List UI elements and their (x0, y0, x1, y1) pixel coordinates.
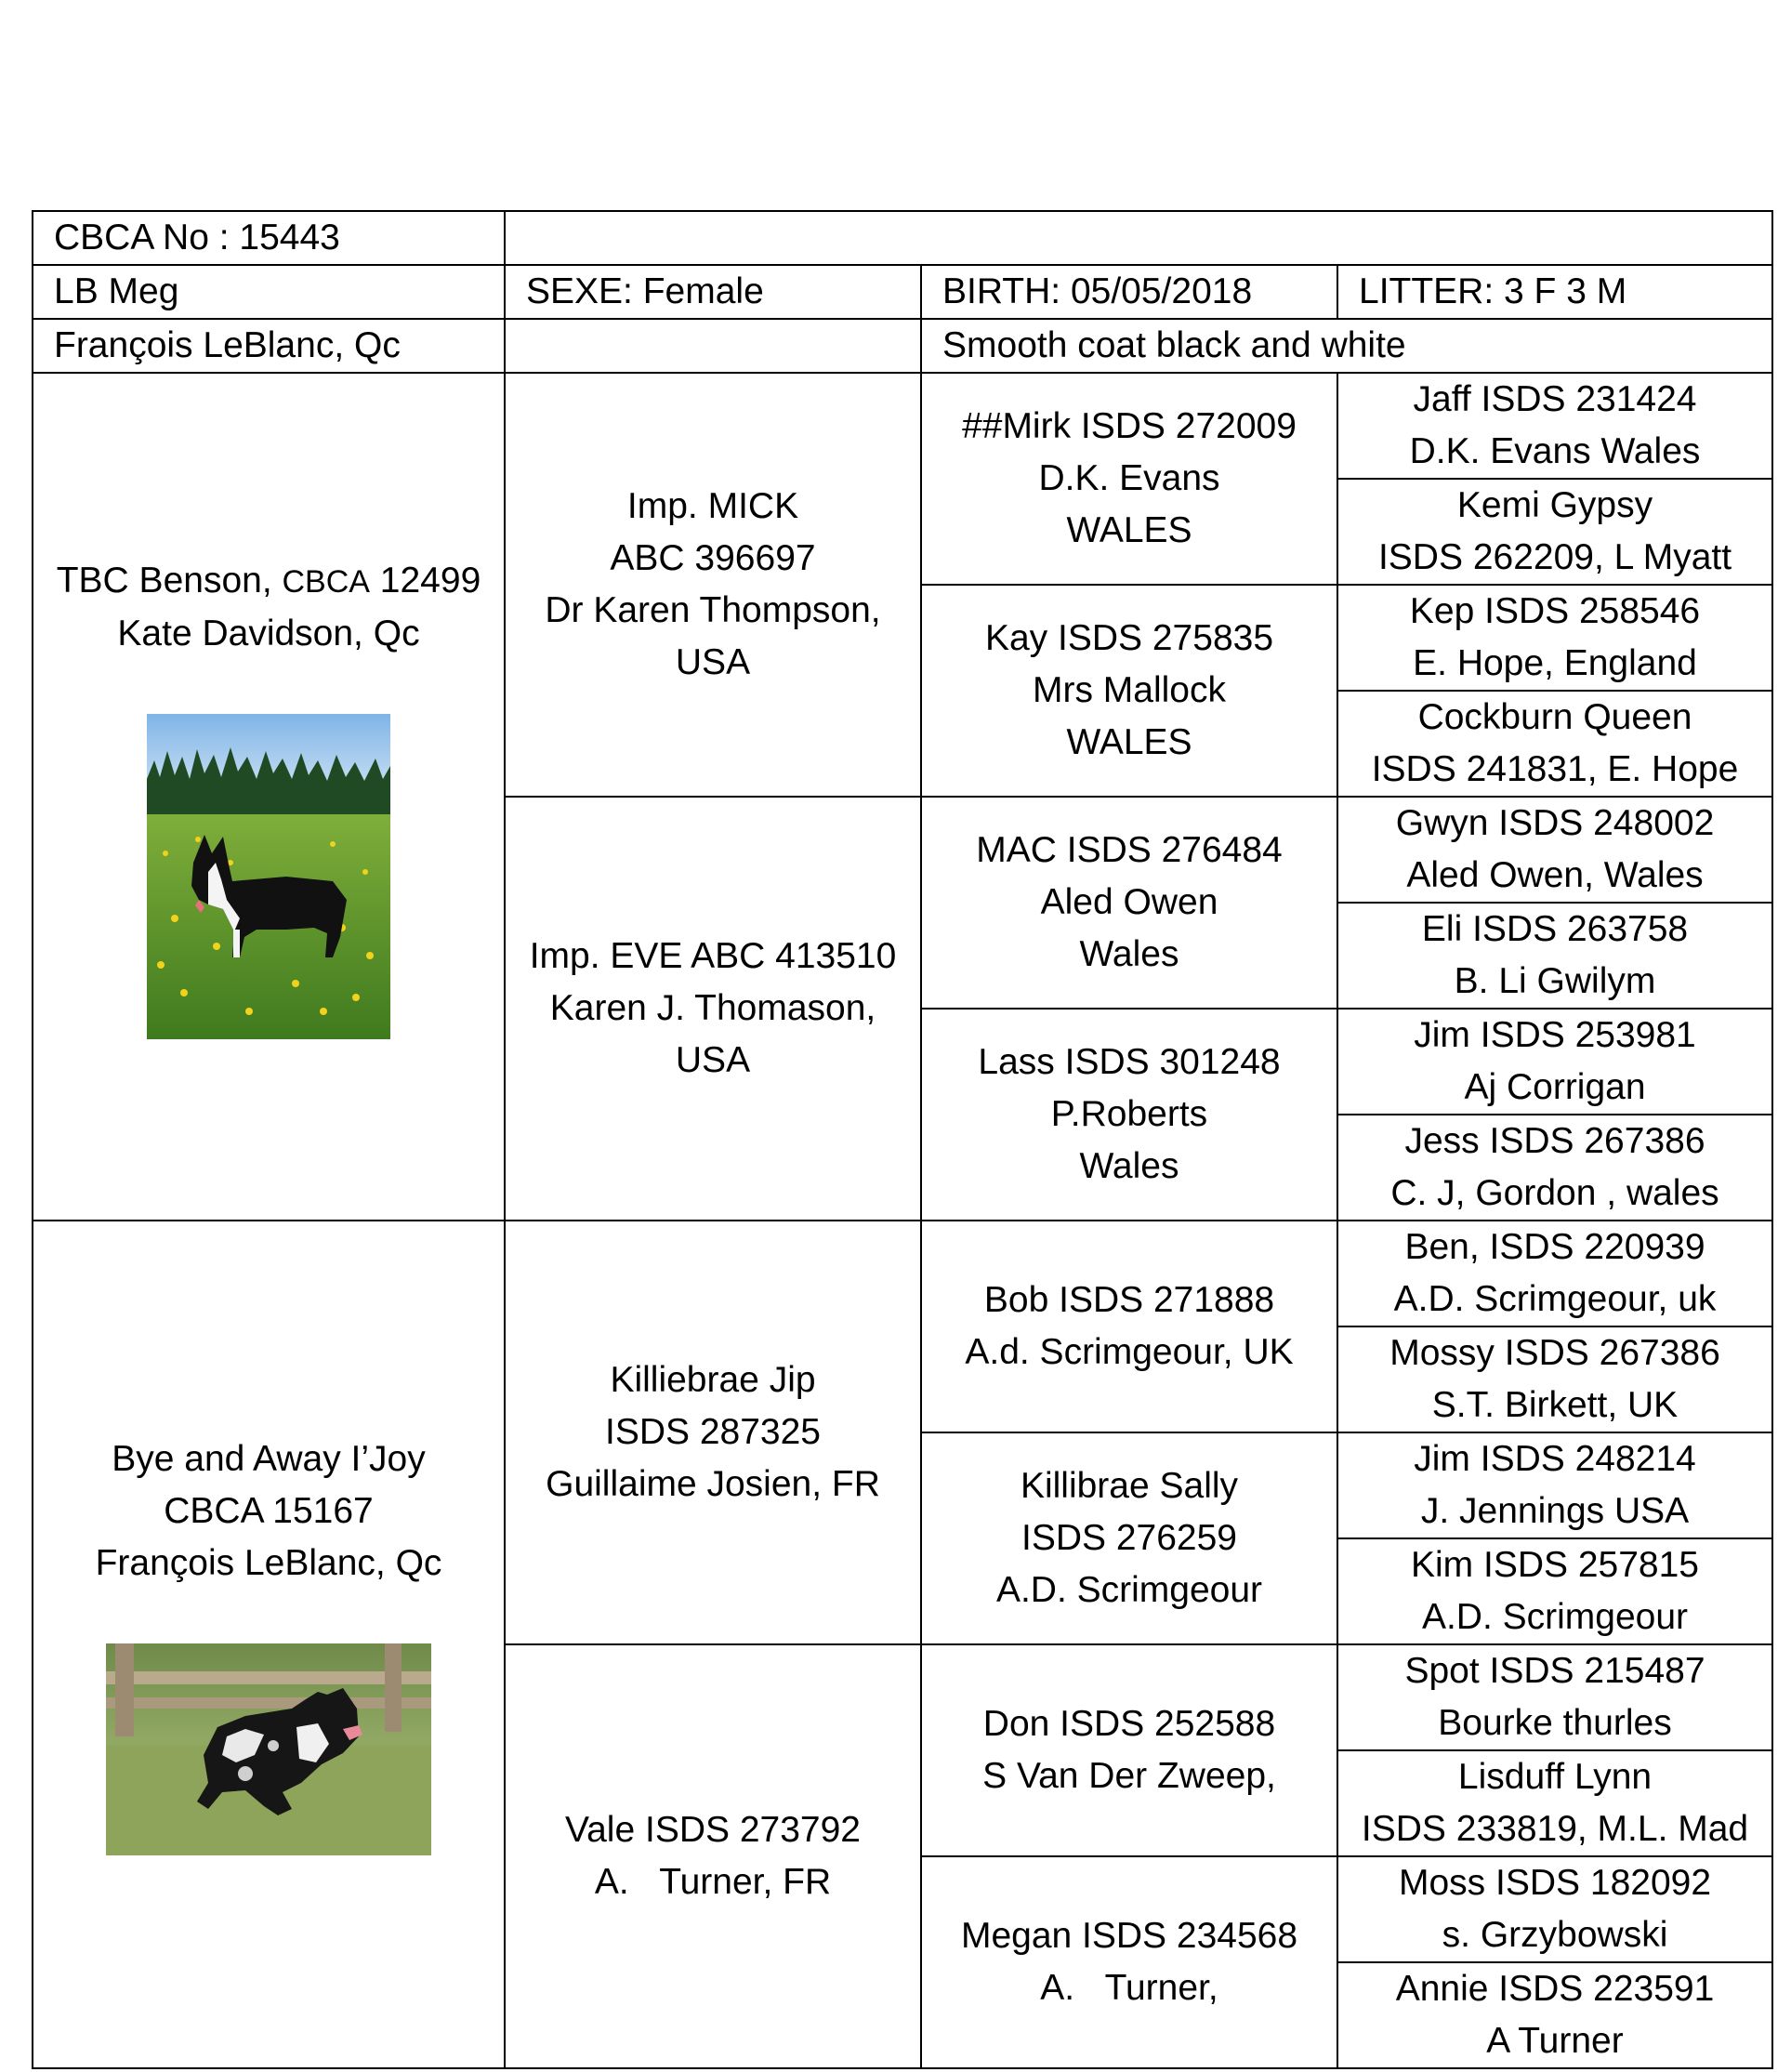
dam-registry: CBCA 15167 (164, 1491, 374, 1531)
gg-grandparent-4 (1337, 691, 1772, 797)
sire-registry: CBCA (282, 563, 370, 600)
dog-standing-in-field-photo (147, 714, 390, 1039)
ggp5-line: Bob ISDS 271888 (983, 1280, 1275, 1320)
great-grandparent-5 (921, 1221, 1337, 1432)
gggp-line: A Turner (1486, 2021, 1624, 2061)
gggp-line: Lisduff Lynn (1457, 1757, 1653, 1797)
great-grandparent-8 (921, 1856, 1337, 2068)
gggp-line: ISDS 241831, E. Hope (1371, 749, 1739, 789)
sire-owner: Kate Davidson, Qc (117, 613, 420, 653)
ggp6-line: Killibrae Sally (1020, 1466, 1239, 1506)
gg-grandparent-1 (1337, 373, 1772, 479)
gg-grandparent-8 (1337, 1115, 1772, 1221)
dam-cell (33, 1221, 505, 2068)
great-grandparent-7 (921, 1644, 1337, 1856)
gp2-line: USA (675, 1040, 751, 1080)
gp2-line: Karen J. Thomason, (549, 988, 876, 1028)
gg-grandparent-6 (1337, 903, 1772, 1009)
gggp-line: J. Jennings USA (1420, 1491, 1690, 1531)
gggp-line: Jess ISDS 267386 (1404, 1121, 1705, 1161)
gggp-line: Moss ISDS 182092 (1399, 1863, 1712, 1903)
gp2-line: Imp. EVE ABC 413510 (529, 936, 897, 976)
cbca-number: CBCA No : 15443 (33, 211, 505, 265)
gp1-line: Dr Karen Thompson, (545, 590, 881, 630)
gggp-line: Jim ISDS 248214 (1414, 1439, 1696, 1479)
gg-grandparent-12 (1337, 1538, 1772, 1644)
great-grandparent-2 (921, 585, 1337, 797)
gggp-line: Eli ISDS 263758 (1421, 909, 1689, 949)
ggp1-line: WALES (1066, 510, 1192, 550)
ggp5-line: A.d. Scrimgeour, UK (965, 1332, 1294, 1372)
dam-name: Bye and Away I’Joy (112, 1439, 426, 1479)
gggp-line: A.D. Scrimgeour (1421, 1597, 1689, 1637)
ggp4-line: Lass ISDS 301248 (978, 1042, 1281, 1082)
gg-grandparent-15 (1337, 1856, 1772, 1962)
ggp6-line: ISDS 276259 (1021, 1518, 1237, 1558)
gggp-line: ISDS 233819, M.L. Mad (1361, 1809, 1749, 1849)
ggp3-line: Wales (1079, 934, 1179, 974)
gggp-line: A.D. Scrimgeour, uk (1393, 1279, 1717, 1319)
owner: François LeBlanc, Qc (33, 319, 505, 373)
gggp-line: s. Grzybowski (1442, 1915, 1668, 1955)
dam-owner: François LeBlanc, Qc (95, 1543, 442, 1583)
gggp-line: Annie ISDS 223591 (1395, 1969, 1715, 2009)
gggp-line: Ben, ISDS 220939 (1404, 1227, 1705, 1267)
grandparent-4 (505, 1644, 921, 2068)
sire-name: TBC Benson, (56, 560, 283, 600)
gggp-line: Kemi Gypsy (1456, 485, 1653, 525)
gg-grandparent-11 (1337, 1432, 1772, 1538)
great-grandparent-3 (921, 797, 1337, 1009)
gggp-line: E. Hope, England (1413, 643, 1697, 683)
ggp8-line: A. Turner, (1040, 1968, 1218, 2008)
gggp-line: D.K. Evans Wales (1409, 431, 1701, 471)
gggp-line: Jim ISDS 253981 (1414, 1015, 1696, 1055)
gg-grandparent-5 (1337, 797, 1772, 903)
gp1-line: USA (675, 642, 751, 682)
ggp2-line: WALES (1066, 722, 1192, 762)
gggp-line: Mossy ISDS 267386 (1389, 1333, 1720, 1373)
great-grandparent-6 (921, 1432, 1337, 1644)
gg-grandparent-14 (1337, 1750, 1772, 1856)
ggp4-line: Wales (1079, 1146, 1179, 1186)
gggp-line: C. J, Gordon , wales (1390, 1173, 1719, 1213)
coat: Smooth coat black and white (921, 319, 1772, 373)
dog-running-photo (106, 1643, 431, 1855)
grandparent-3 (505, 1221, 921, 1644)
gg-grandparent-7 (1337, 1009, 1772, 1115)
gggp-line: Cockburn Queen (1417, 697, 1692, 737)
ggp3-line: Aled Owen (1040, 882, 1218, 922)
ggp6-line: A.D. Scrimgeour (995, 1570, 1263, 1610)
gggp-line: Jaff ISDS 231424 (1413, 379, 1697, 419)
gggp-line: Spot ISDS 215487 (1404, 1651, 1705, 1691)
ggp2-line: Mrs Mallock (1032, 670, 1226, 710)
gggp-line: ISDS 262209, L Myatt (1377, 537, 1732, 577)
gggp-line: Aled Owen, Wales (1406, 855, 1704, 895)
gp3-line: Killiebrae Jip (610, 1360, 816, 1400)
ggp2-line: Kay ISDS 275835 (984, 618, 1274, 658)
empty-cell (505, 319, 921, 373)
gg-grandparent-13 (1337, 1644, 1772, 1750)
gp4-line: Vale ISDS 273792 (565, 1810, 861, 1850)
gp1-line: Imp. MICK (626, 486, 799, 526)
gg-grandparent-2 (1337, 479, 1772, 585)
pedigree-table (32, 210, 1773, 2069)
sex: SEXE: Female (505, 265, 921, 319)
gggp-line: Kim ISDS 257815 (1411, 1545, 1700, 1585)
sire-number: 12499 (369, 560, 481, 600)
ggp7-line: Don ISDS 252588 (982, 1704, 1276, 1744)
gp1-line: ABC 396697 (610, 538, 816, 578)
gggp-line: S.T. Birkett, UK (1431, 1385, 1679, 1425)
gg-grandparent-16 (1337, 1962, 1772, 2068)
ggp7-line: S Van Der Zweep, (982, 1756, 1276, 1796)
gggp-line: Kep ISDS 258546 (1409, 591, 1701, 631)
gggp-line: B. Li Gwilym (1454, 961, 1656, 1001)
gg-grandparent-9 (1337, 1221, 1772, 1326)
ggp8-line: Megan ISDS 234568 (960, 1916, 1298, 1956)
dog-name: LB Meg (33, 265, 505, 319)
gg-grandparent-10 (1337, 1326, 1772, 1432)
sire-cell (33, 373, 505, 1221)
grandparent-2 (505, 797, 921, 1221)
great-grandparent-4 (921, 1009, 1337, 1221)
gggp-line: Gwyn ISDS 248002 (1395, 803, 1715, 843)
gp4-line: A. Turner, FR (594, 1862, 832, 1902)
gggp-line: Aj Corrigan (1464, 1067, 1646, 1107)
gggp-line: Bourke thurles (1438, 1703, 1672, 1743)
litter: LITTER: 3 F 3 M (1337, 265, 1772, 319)
ggp3-line: MAC ISDS 276484 (976, 830, 1283, 870)
grandparent-1 (505, 373, 921, 797)
great-grandparent-1 (921, 373, 1337, 585)
empty-header-cell (505, 211, 1772, 265)
birth-date: BIRTH: 05/05/2018 (921, 265, 1337, 319)
gg-grandparent-3 (1337, 585, 1772, 691)
ggp1-line: ##Mirk ISDS 272009 (962, 406, 1297, 446)
gp3-line: Guillaime Josien, FR (546, 1464, 880, 1504)
ggp1-line: D.K. Evans (1038, 458, 1220, 498)
ggp4-line: P.Roberts (1050, 1094, 1208, 1134)
gp3-line: ISDS 287325 (604, 1412, 821, 1452)
